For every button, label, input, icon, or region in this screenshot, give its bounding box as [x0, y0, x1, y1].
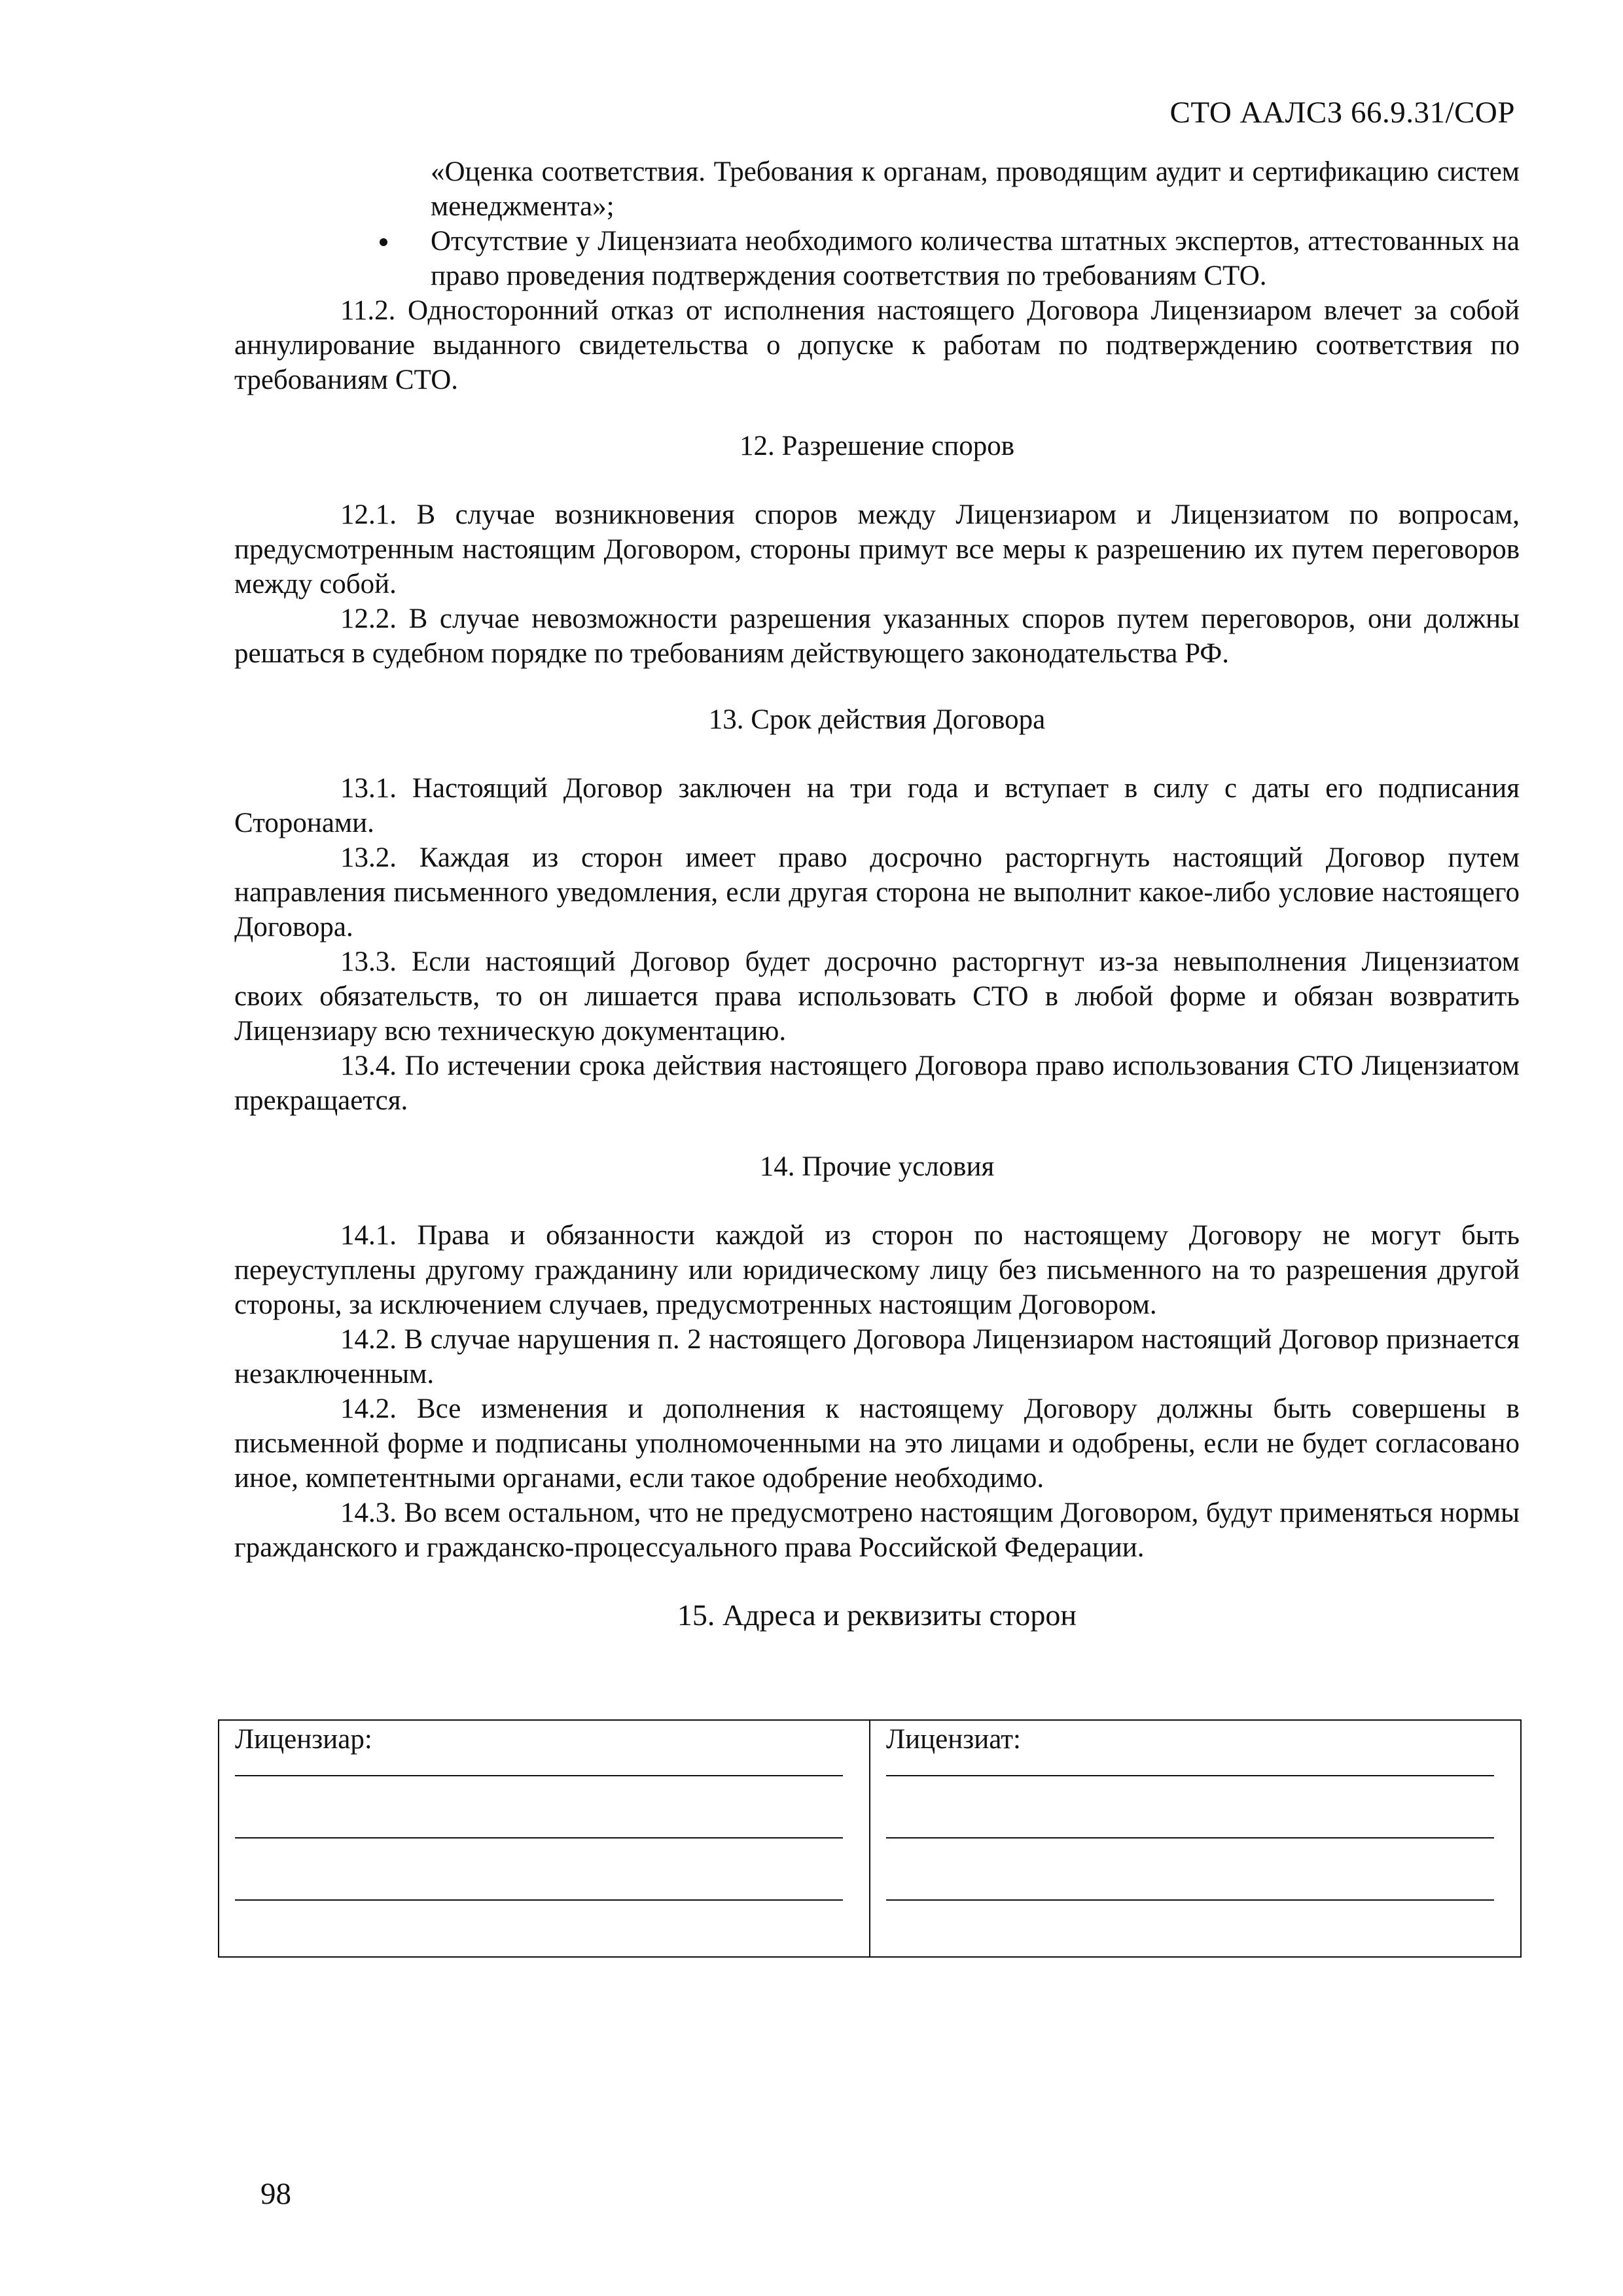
paragraph-13-1: 13.1. Настоящий Договор заключен на три года и вступает в силу с даты его подписания Сторонами. [234, 773, 1520, 838]
licensee-line-2 [886, 1837, 1494, 1839]
paragraph-11-2: 11.2. Односторонний отказ от исполнения настоящего Договора Лицензиаром влечет за собой аннулирование выданного свидетельства о допуске к работам по подтверждению соответствия по требованиям СТО. [234, 295, 1520, 395]
licensee-line-3 [886, 1899, 1494, 1901]
paragraph-13-2: 13.2. Каждая из сторон имеет право досрочно расторгнуть настоящий Договор путем направления письменного уведомления, если другая сторона не выполнит какое-либо условие настоящего Договора. [234, 842, 1520, 942]
document-body [234, 154, 1520, 1666]
section-12-title: 12. Разрешение споров [739, 431, 1015, 461]
section-15-title: 15. Адреса и реквизиты сторон [677, 1598, 1077, 1632]
continuation-text: «Оценка соответствия. Требования к органам, проводящим аудит и сертификацию систем менеджмента»; [431, 156, 1520, 222]
licensor-cell [219, 1720, 870, 1957]
paragraph-12-2: 12.2. В случае невозможности разрешения указанных споров путем переговоров, они должны решаться в судебном порядке по требованиям действующего законодательства РФ. [234, 603, 1520, 669]
paragraph-13-3: 13.3. Если настоящий Договор будет досрочно расторгнут из-за невыполнения Лицензиатом своих обязательств, то он лишается права использовать СТО в любой форме и обязан возвратить Лицензиару всю техническую документацию. [234, 946, 1520, 1047]
paragraph-14-3: 14.3. Во всем остальном, что не предусмотрено настоящим Договором, будут применяться нормы гражданского и гражданско-процессуального права Российской Федерации. [234, 1498, 1520, 1563]
paragraph-14-2a: 14.2. В случае нарушения п. 2 настоящего Договора Лицензиаром настоящий Договор признается незаключенным. [234, 1324, 1520, 1390]
licensor-line-3 [235, 1899, 843, 1901]
licensor-line-1 [235, 1775, 843, 1776]
paragraph-12-1: 12.1. В случае возникновения споров между Лицензиаром и Лицензиатом по вопросам, предусмотренным настоящим Договором, стороны примут все меры к разрешению их путем переговоров между собой. [234, 499, 1520, 600]
paragraph-13-4: 13.4. По истечении срока действия настоящего Договора право использования СТО Лицензиатом прекращается. [234, 1050, 1520, 1116]
parties-table [218, 1719, 1522, 1958]
paragraph-14-2b: 14.2. Все изменения и дополнения к настоящему Договору должны быть совершены в письменной форме и подписаны уполномоченными на это лицами и одобрены, если не будет согласовано иное, компетентными органами, если такое одобрение необходимо. [234, 1393, 1520, 1494]
bullet-text: Отсутствие у Лицензиата необходимого количества штатных экспертов, аттестованных на право проведения подтверждения соответствия по требованиям СТО. [431, 226, 1520, 291]
section-13-title: 13. Срок действия Договора [708, 704, 1046, 735]
licensee-cell [870, 1720, 1521, 1957]
page-number: 98 [260, 2177, 291, 2211]
licensee-label: Лицензиат: [886, 1724, 1021, 1755]
bullet-item [234, 224, 1520, 293]
bullet-dot-icon [380, 238, 387, 246]
section-14-title: 14. Прочие условия [759, 1151, 995, 1182]
document-code: СТО ААЛСЗ 66.9.31/СОР [1169, 96, 1515, 130]
paragraph-14-1: 14.1. Права и обязанности каждой из сторон по настоящему Договору не могут быть переуступлены другому гражданину или юридическому лицу без письменного на то разрешения другой стороны, за исключением случаев, предусмотренных настоящим Договором. [234, 1220, 1520, 1320]
licensor-label: Лицензиар: [235, 1724, 372, 1755]
licensor-line-2 [235, 1837, 843, 1839]
licensee-line-1 [886, 1775, 1494, 1776]
